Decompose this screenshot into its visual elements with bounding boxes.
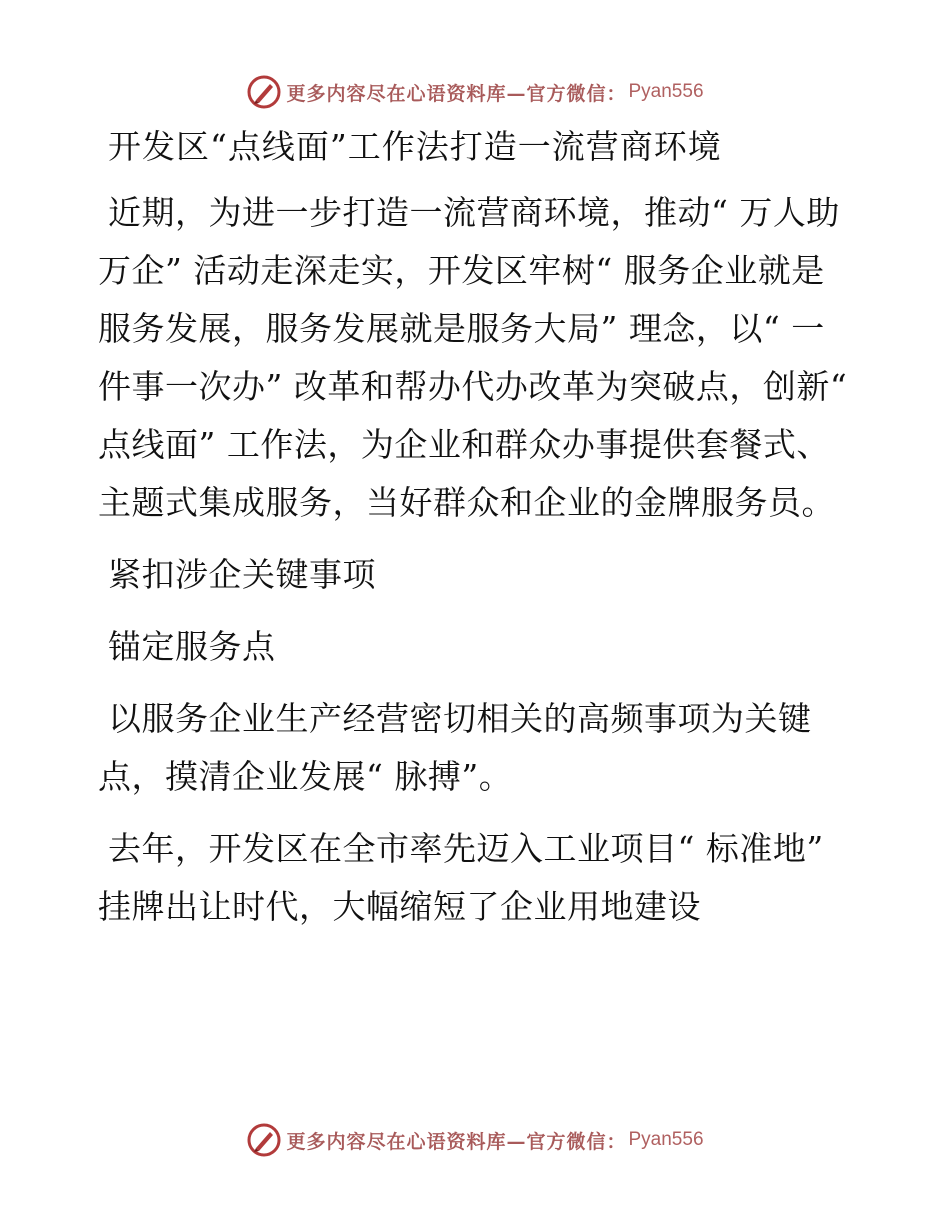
document-body <box>98 118 858 950</box>
paragraph: 紧扣涉企关键事项 <box>108 555 376 594</box>
paragraph: 以服务企业生产经营密切相关的高频事项为关键点，摸清企业发展“ 脉搏”。 <box>98 699 812 796</box>
footer-banner <box>0 1120 950 1160</box>
header-banner <box>0 72 950 112</box>
pen-logo-icon <box>246 1122 282 1158</box>
paragraph: 锚定服务点 <box>108 627 276 666</box>
banner-account: Pyan556 <box>628 1129 704 1150</box>
paragraph: 近期，为进一步打造一流营商环境，推动“ 万人助万企” 活动走深走实，开发区牢树“ 服务企业就是服务发展，服务发展就是服务大局” 理念，以“ 一件事一次办” 改革和帮办代办改革为突破点，创新“ 点线面” 工作法，为企业和群众办事提供套餐式、主题式集成服务，当好群众和企业的金牌服务员。 <box>98 193 848 522</box>
banner-account: Pyan556 <box>628 81 704 102</box>
banner-text: 更多内容尽在心语资料库—官方微信： <box>286 82 627 105</box>
document-title: 开发区“点线面”工作法打造一流营商环境 <box>108 127 722 166</box>
paragraph: 去年，开发区在全市率先迈入工业项目“ 标准地” 挂牌出让时代，大幅缩短了企业用地建设 <box>98 829 824 926</box>
pen-logo-icon <box>246 74 282 110</box>
banner-text: 更多内容尽在心语资料库—官方微信： <box>286 1130 627 1153</box>
